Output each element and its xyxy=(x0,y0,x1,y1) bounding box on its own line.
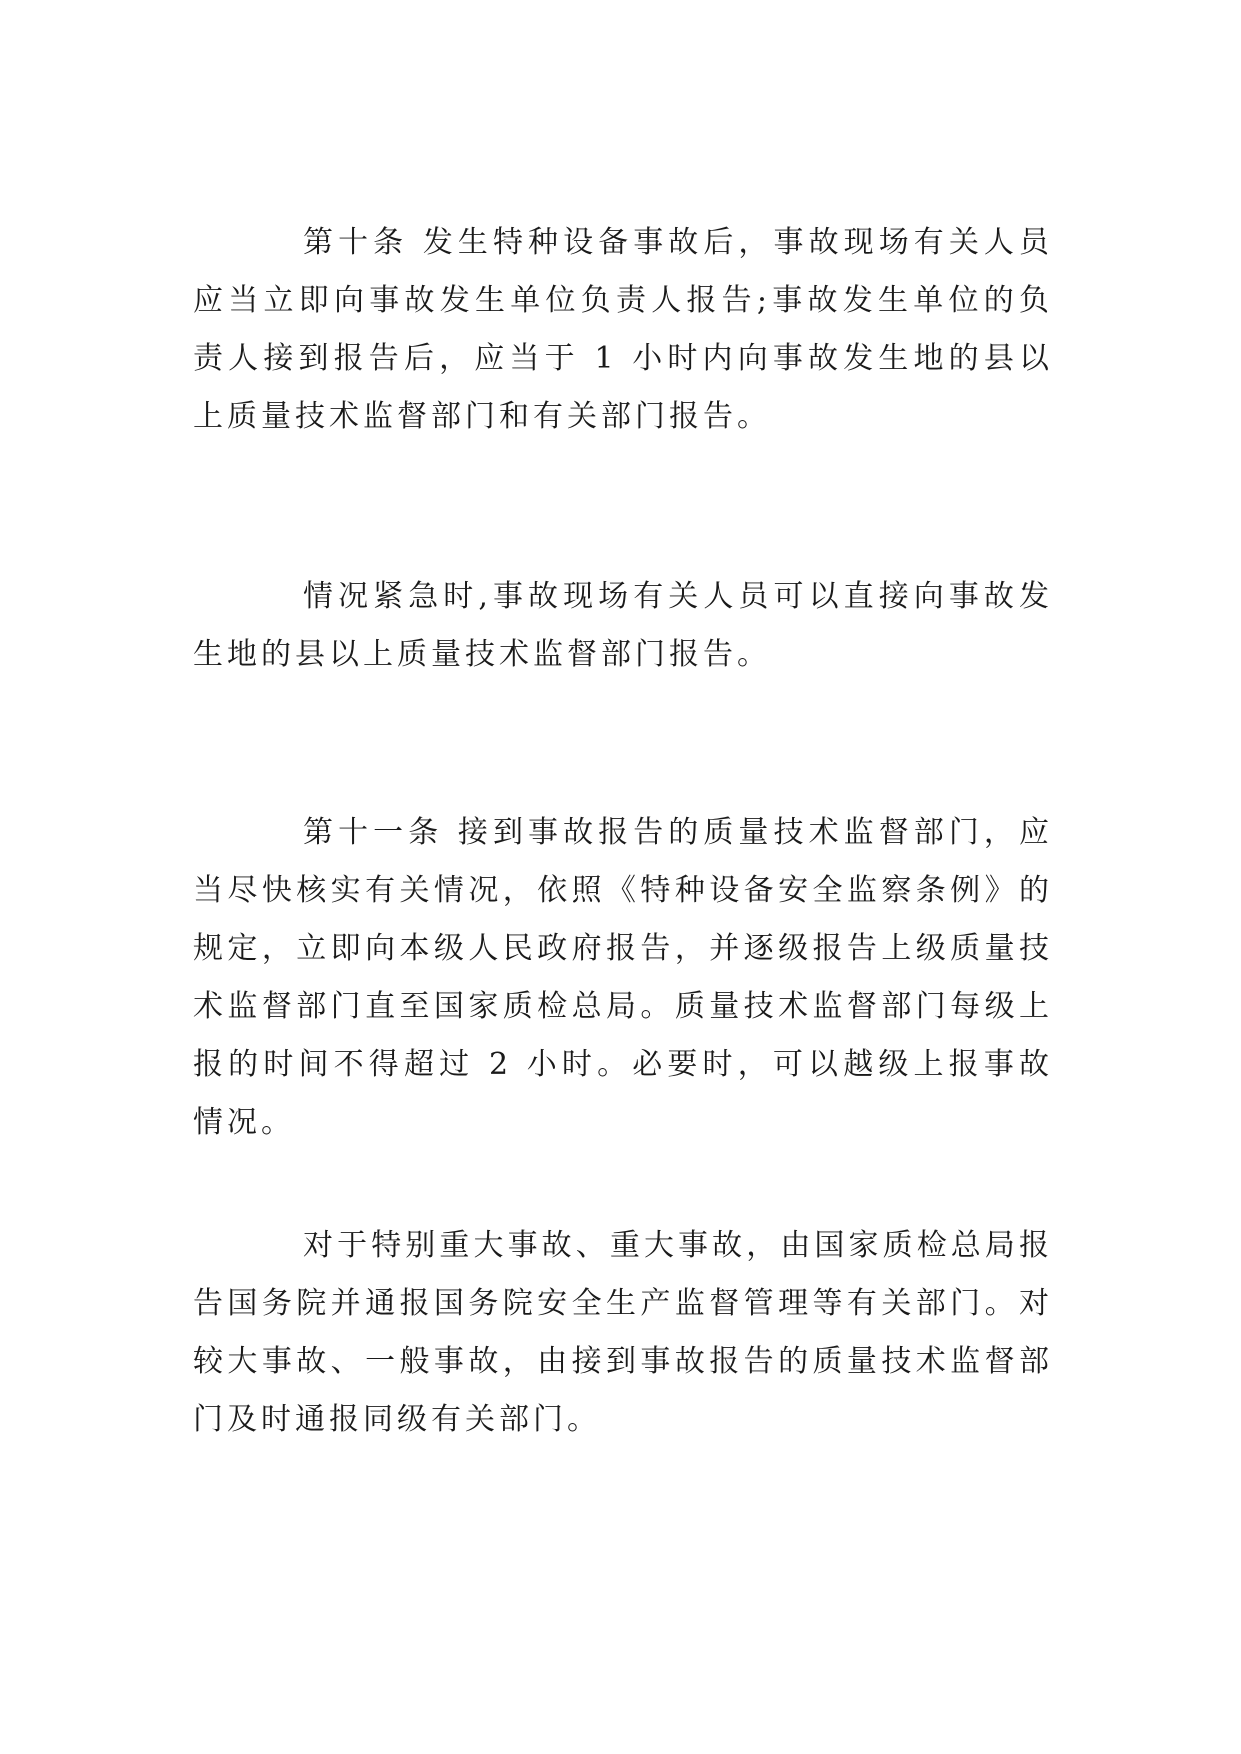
article-11-paragraph: 第十一条 接到事故报告的质量技术监督部门，应当尽快核实有关情况，依照《特种设备安全监察条例》的规定，立即向本级人民政府报告，并逐级报告上级质量技术监督部门直至国家质检总局。质量技术监督部门每级上报的时间不得超过 2 小时。必要时，可以越级上报事故情况。 xyxy=(193,815,1053,1140)
emergency-reporting-paragraph: 情况紧急时,事故现场有关人员可以直接向事故发生地的县以上质量技术监督部门报告。 xyxy=(193,579,1053,672)
major-accident-notification-paragraph: 对于特别重大事故、重大事故，由国家质检总局报告国务院并通报国务院安全生产监督管理等有关部门。对较大事故、一般事故，由接到事故报告的质量技术监督部门及时通报同级有关部门。 xyxy=(193,1228,1053,1437)
article-10-paragraph: 第十条 发生特种设备事故后，事故现场有关人员应当立即向事故发生单位负责人报告;事故发生单位的负责人接到报告后，应当于 1 小时内向事故发生地的县以上质量技术监督部门和有关部门报告。 xyxy=(193,225,1053,434)
